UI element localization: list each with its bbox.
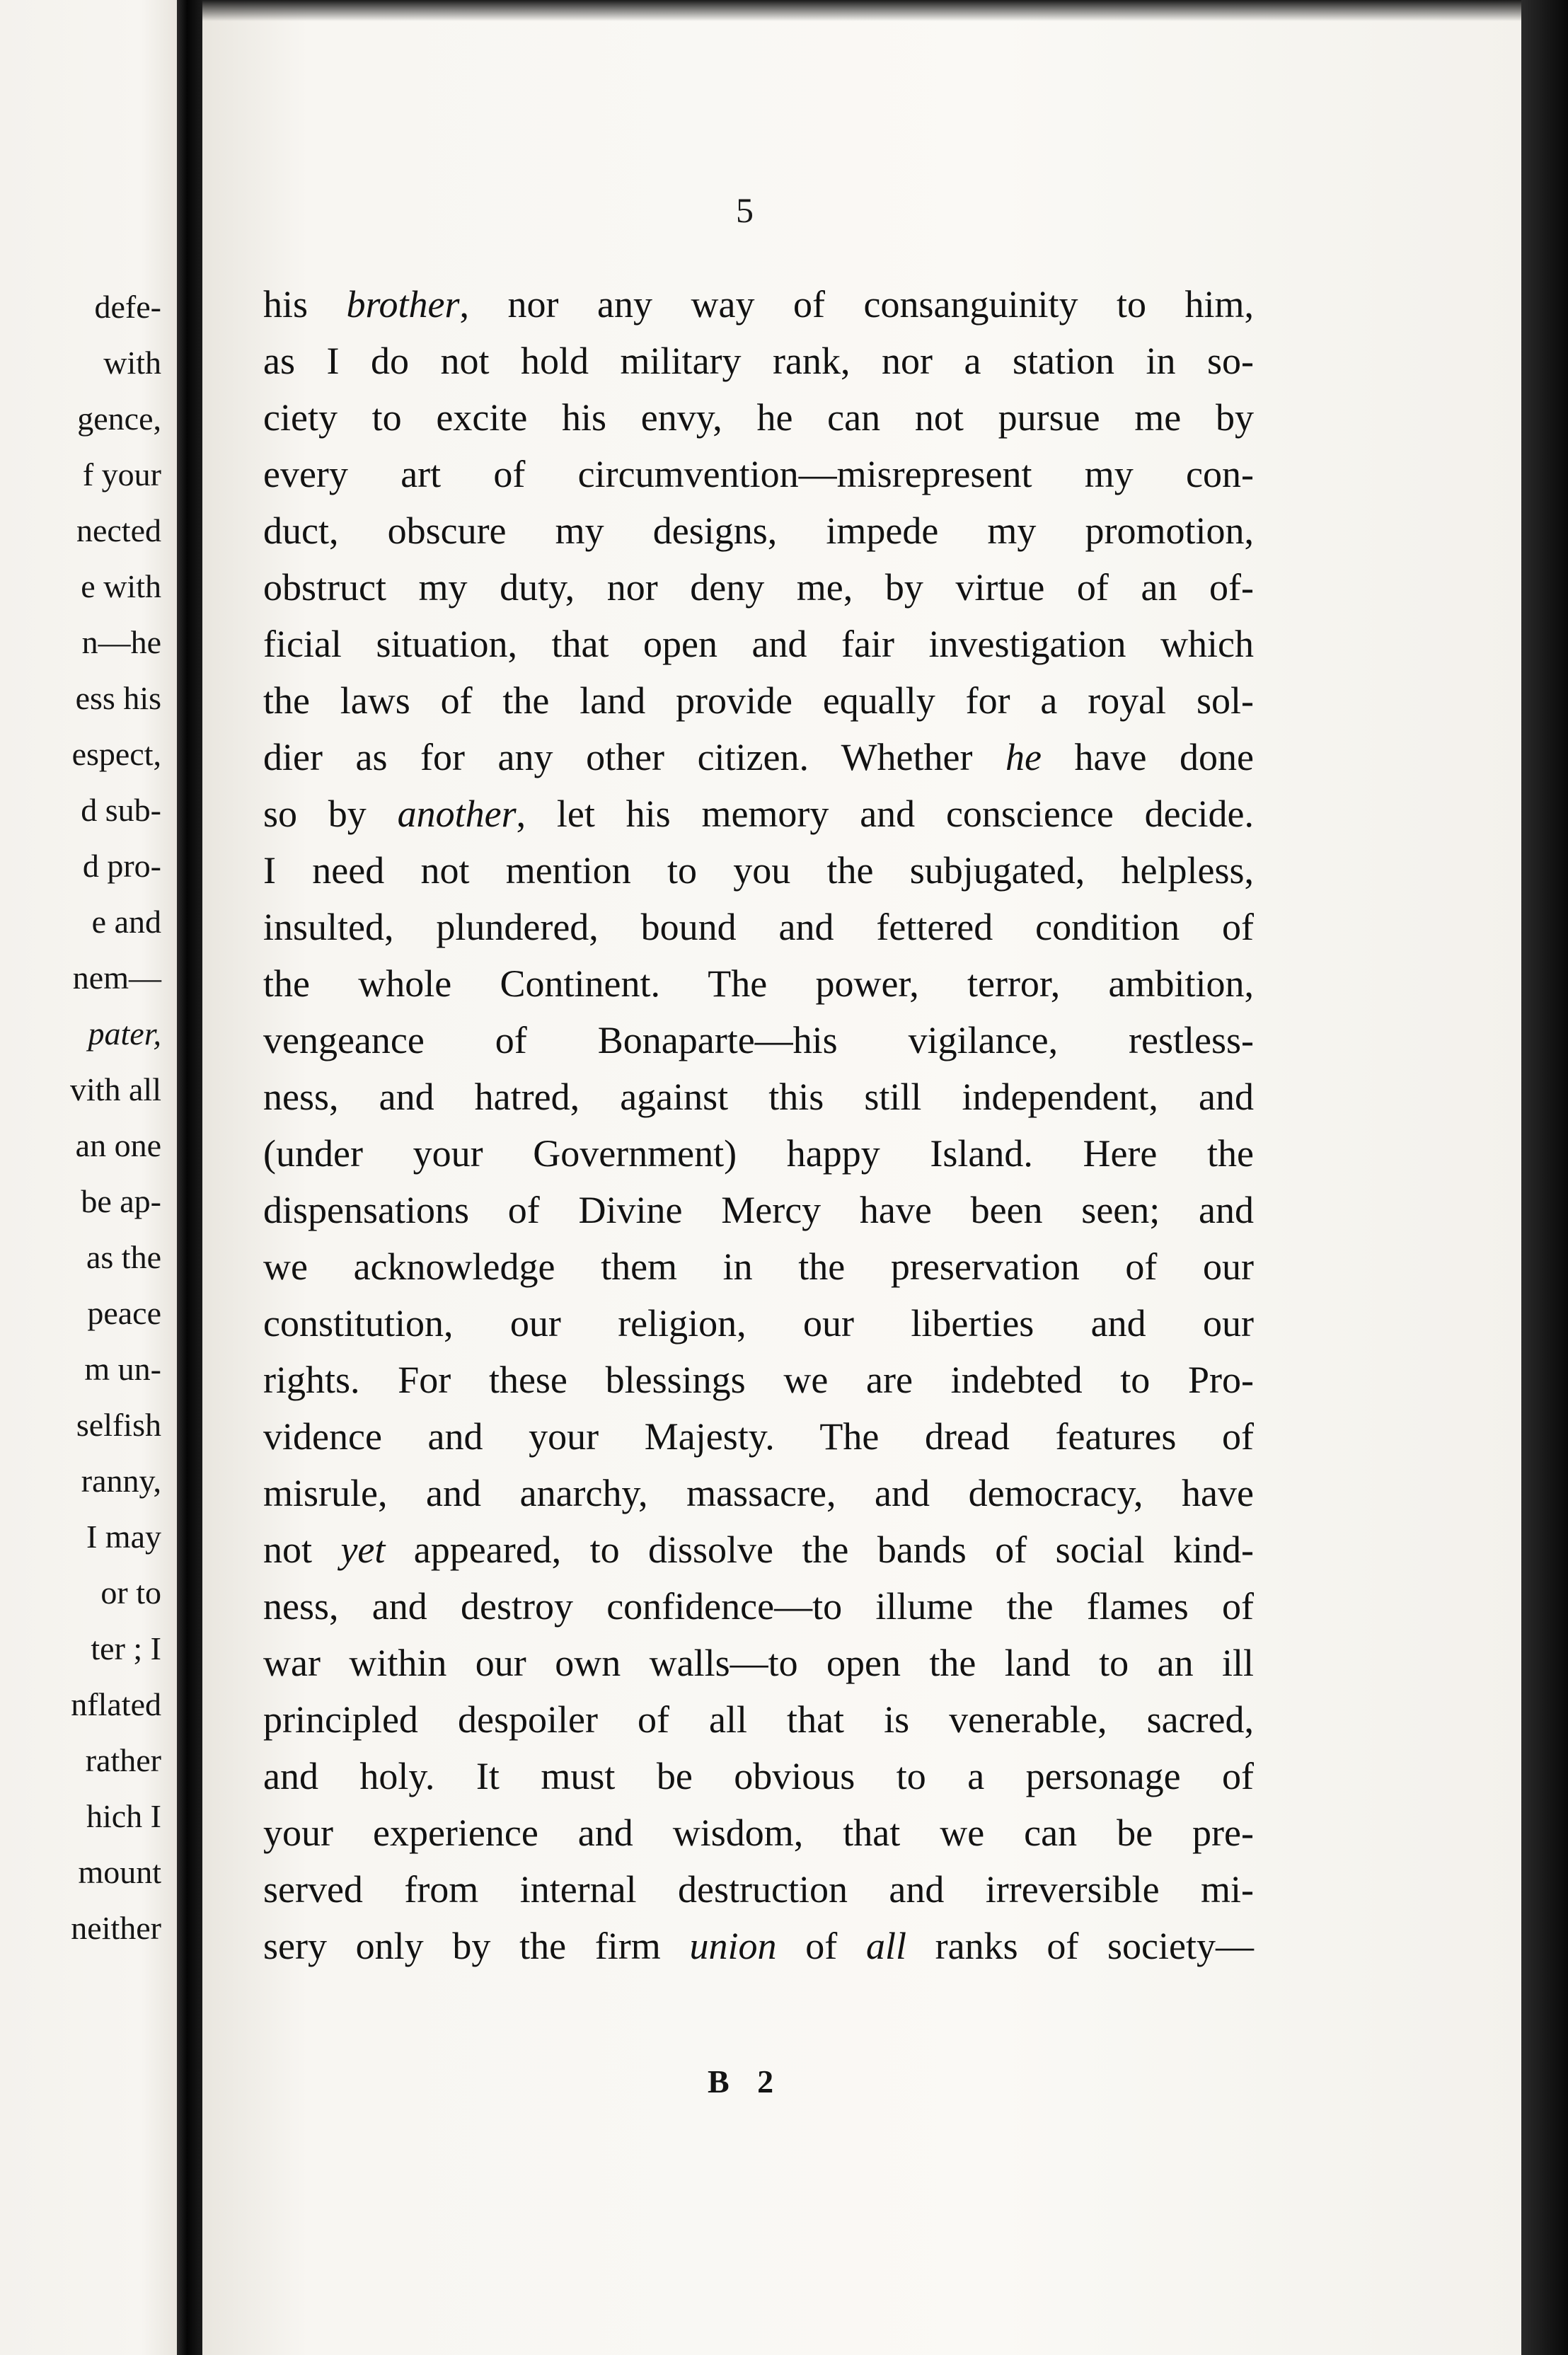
- text-line: [263, 1238, 1254, 1295]
- text-line: [263, 333, 1254, 389]
- text-run: his: [263, 283, 347, 326]
- text-run: ficial situation, that open and fair investigation which: [263, 623, 1254, 665]
- text-line: [263, 1408, 1254, 1465]
- text-run: the laws of the land provide equally for a royal sol-: [263, 679, 1254, 722]
- italic-word: union: [689, 1925, 777, 1967]
- text-line: [263, 1578, 1254, 1635]
- left-page-line: defe-: [94, 289, 161, 325]
- text-line: [263, 1691, 1254, 1748]
- left-page-line: nflated: [71, 1686, 161, 1722]
- text-run: of: [776, 1925, 866, 1967]
- italic-word: yet: [340, 1528, 386, 1571]
- left-page-line: with: [103, 345, 161, 381]
- left-page-line: ranny,: [81, 1463, 161, 1499]
- text-run: your experience and wisdom, that we can be pre-: [263, 1812, 1254, 1854]
- text-line: [263, 502, 1254, 559]
- text-run: not: [263, 1528, 341, 1571]
- text-run: vengeance of Bonaparte—his vigilance, restless-: [263, 1019, 1254, 1061]
- left-page-line: d pro-: [82, 848, 161, 884]
- left-page-line: ess his: [75, 680, 161, 716]
- left-page-line: peace: [87, 1295, 161, 1331]
- text-line: [263, 276, 1254, 333]
- text-run: war within our own walls—to open the land to an ill: [263, 1642, 1254, 1684]
- text-line: [263, 1748, 1254, 1804]
- text-run: sery only by the firm: [263, 1925, 690, 1967]
- text-line: [263, 1182, 1254, 1238]
- left-page-line: f your: [82, 456, 161, 493]
- left-page-line: mount: [78, 1854, 161, 1890]
- left-page-line: as the: [86, 1239, 161, 1275]
- text-run: and holy. It must be obvious to a personage of: [263, 1755, 1254, 1797]
- text-line: [263, 1125, 1254, 1182]
- text-line: [263, 672, 1254, 729]
- text-line: [263, 1295, 1254, 1352]
- left-page-line: gence,: [77, 401, 161, 437]
- text-run: have done: [1041, 736, 1254, 778]
- text-line: [263, 729, 1254, 785]
- text-run: , let his memory and conscience decide.: [516, 793, 1254, 835]
- text-line: [263, 1635, 1254, 1691]
- left-page-line: an one: [75, 1127, 161, 1163]
- text-run: constitution, our religion, our liberties and our: [263, 1302, 1254, 1345]
- left-page-line: espect,: [71, 736, 161, 772]
- text-run: so by: [263, 793, 398, 835]
- left-page-line: rather: [85, 1742, 161, 1778]
- text-run: we acknowledge them in the preservation of our: [263, 1245, 1254, 1288]
- text-run: ness, and destroy confidence—to illume the flames of: [263, 1585, 1254, 1628]
- text-line: [263, 1352, 1254, 1408]
- left-page-line: m un-: [84, 1351, 161, 1387]
- left-page-line: vith all: [69, 1071, 161, 1107]
- page-edge-shadow: [1521, 0, 1568, 2355]
- left-page-line: neither: [71, 1910, 161, 1946]
- top-edge-shadow: [202, 0, 1526, 21]
- text-run: dier as for any other citizen. Whether: [263, 736, 1006, 778]
- text-line: [263, 955, 1254, 1012]
- italic-word: brother: [346, 283, 460, 326]
- text-run: every art of circumvention—misrepresent my con-: [263, 453, 1254, 495]
- left-page-line: nected: [76, 512, 161, 548]
- left-page-line: d sub-: [81, 792, 161, 828]
- text-run: dispensations of Divine Mercy have been seen; and: [263, 1189, 1254, 1231]
- text-run: , nor any way of consanguinity to him,: [459, 283, 1254, 326]
- text-line: [263, 446, 1254, 502]
- text-line: [263, 1861, 1254, 1918]
- text-line: [263, 842, 1254, 899]
- text-line: [263, 1918, 1254, 1974]
- left-page-line: ter ; I: [91, 1630, 161, 1666]
- text-run: vidence and your Majesty. The dread features of: [263, 1415, 1254, 1458]
- book-gutter: [177, 0, 202, 2355]
- text-line: [263, 389, 1254, 446]
- italic-word: all: [865, 1925, 906, 1967]
- text-run: I need not mention to you the subjugated, helpless,: [263, 849, 1254, 892]
- text-run: served from internal destruction and irreversible mi-: [263, 1868, 1254, 1911]
- text-run: ciety to excite his envy, he can not pursue me by: [263, 396, 1254, 439]
- left-page-line: n—he: [81, 624, 161, 660]
- text-run: as I do not hold military rank, nor a station in so-: [263, 340, 1254, 382]
- text-run: ranks of society—: [906, 1925, 1255, 1967]
- left-page-line: e with: [81, 568, 161, 604]
- text-run: misrule, and anarchy, massacre, and democracy, have: [263, 1472, 1254, 1514]
- text-run: ness, and hatred, against this still independent, and: [263, 1076, 1254, 1118]
- text-line: [263, 1069, 1254, 1125]
- text-run: the whole Continent. The power, terror, ambition,: [263, 962, 1254, 1005]
- text-line: [263, 1804, 1254, 1861]
- text-run: duct, obscure my designs, impede my promotion,: [263, 509, 1254, 552]
- text-line: [263, 899, 1254, 955]
- left-page-line: nem—: [72, 960, 161, 996]
- italic-word: another: [397, 793, 517, 835]
- text-run: principled despoiler of all that is venerable, sacred,: [263, 1698, 1254, 1741]
- left-page-line: or to: [100, 1574, 161, 1611]
- text-run: rights. For these blessings we are indebted to Pro-: [263, 1359, 1254, 1401]
- text-line: [263, 559, 1254, 616]
- text-run: insulted, plundered, bound and fettered condition of: [263, 906, 1254, 948]
- text-line: [263, 1012, 1254, 1069]
- signature-mark: B 2: [708, 2063, 784, 2100]
- text-line: [263, 785, 1254, 842]
- text-run: obstruct my duty, nor deny me, by virtue of an of-: [263, 566, 1254, 609]
- left-page-line: pater,: [88, 1015, 161, 1052]
- italic-word: he: [1005, 736, 1042, 778]
- left-page-line: be ap-: [81, 1183, 161, 1219]
- left-page-line: selfish: [76, 1407, 161, 1443]
- left-page-line: hich I: [86, 1798, 161, 1834]
- text-run: (under your Government) happy Island. Here the: [263, 1132, 1254, 1175]
- page-number: 5: [736, 190, 754, 230]
- left-page-line: e and: [91, 904, 161, 940]
- text-line: [263, 1521, 1254, 1578]
- text-run: appeared, to dissolve the bands of social kind-: [385, 1528, 1254, 1571]
- text-line: [263, 1465, 1254, 1521]
- left-page-fragment: [0, 0, 177, 2355]
- left-page-line: I may: [86, 1519, 161, 1555]
- text-line: [263, 616, 1254, 672]
